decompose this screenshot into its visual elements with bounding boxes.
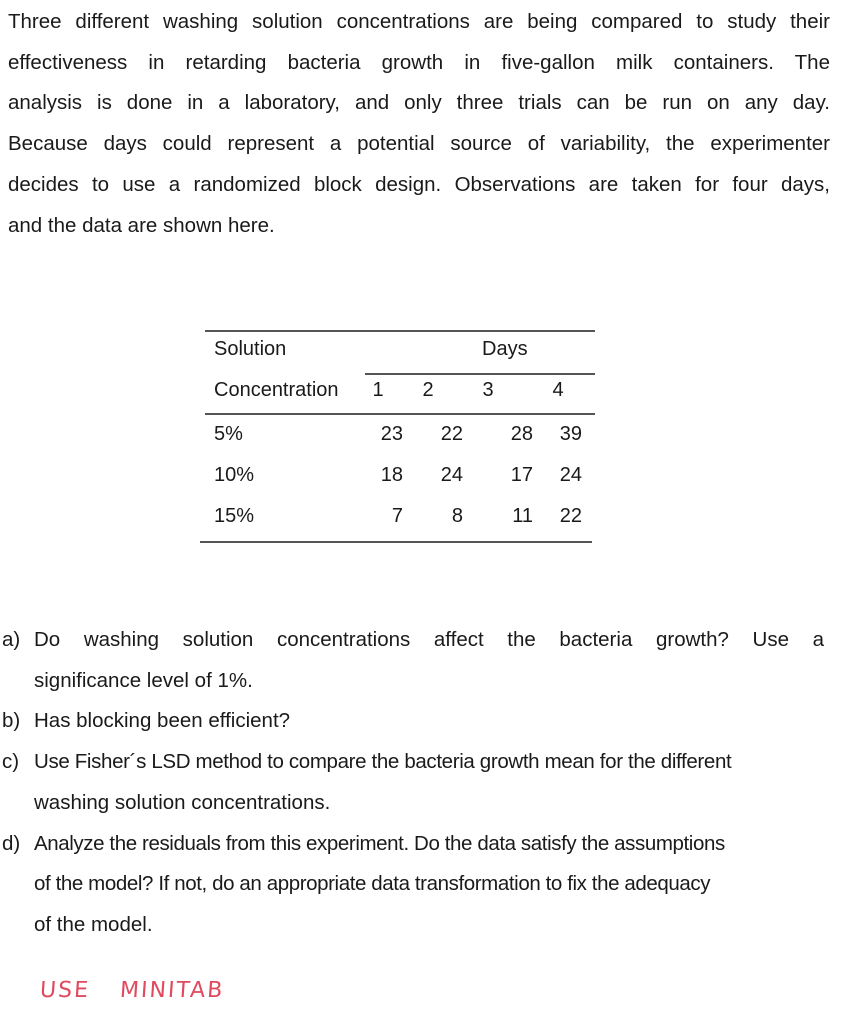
question-label: d) <box>2 831 21 855</box>
intro-line: analysis is done in a laboratory, and only three trials can be run on any day. <box>8 91 830 115</box>
row-concentration: 15% <box>214 505 255 527</box>
question-label: b) <box>2 709 21 733</box>
intro-line: Three different washing solution concentrations are being compared to study their <box>8 10 830 33</box>
header-days: Days <box>482 338 528 360</box>
intro-line: and the data are shown here. <box>8 213 275 237</box>
question-text: Do washing solution concentrations affect the bacteria growth? Use a <box>34 628 824 651</box>
table-cell: 22 <box>440 423 463 445</box>
question-a <box>0 620 830 661</box>
intro-line: Because days could represent a potential source of variability, the experimenter <box>8 132 830 156</box>
day-label: 3 <box>482 379 494 401</box>
row-concentration: 5% <box>214 423 243 445</box>
table-cell: 24 <box>559 464 582 486</box>
row-concentration: 10% <box>214 464 255 486</box>
table-cell: 39 <box>559 423 582 445</box>
question-b <box>0 701 830 742</box>
table-top-rule <box>205 330 595 332</box>
question-label: c) <box>2 750 20 774</box>
day-label: 4 <box>552 379 564 401</box>
data-table <box>200 327 595 545</box>
question-list <box>0 620 830 946</box>
intro-line: effectiveness in retarding bacteria growth in five-gallon milk containers. The <box>8 50 830 74</box>
problem-intro <box>8 2 830 246</box>
table-cell: 11 <box>512 505 533 527</box>
table-cell: 23 <box>380 423 403 445</box>
day-label: 2 <box>422 379 434 401</box>
table-cell: 18 <box>380 464 403 486</box>
table-cell: 24 <box>440 464 463 486</box>
question-text: Use Fisher´s LSD method to compare the bacteria growth mean for the different <box>34 750 732 774</box>
table-cell: 17 <box>510 464 533 486</box>
question-text: significance level of 1%. <box>34 668 253 692</box>
days-underline <box>365 373 595 375</box>
header-concentration: Concentration <box>214 379 339 401</box>
question-text: of the model? If not, do an appropriate data transformation to fix the adequacy <box>34 872 711 896</box>
note-word: MINITAB <box>119 978 226 1003</box>
intro-line: decides to use a randomized block design. Observations are taken for four days, <box>8 172 830 196</box>
day-label: 1 <box>372 379 384 401</box>
question-text: washing solution concentrations. <box>34 790 331 814</box>
question-c <box>0 742 830 783</box>
question-d <box>0 824 830 865</box>
header-solution: Solution <box>214 338 287 360</box>
question-text: Has blocking been efficient? <box>34 709 291 733</box>
question-text: of the model. <box>34 912 153 936</box>
table-bottom-rule <box>200 541 592 543</box>
table-cell: 7 <box>391 505 403 527</box>
handwritten-note <box>39 978 225 1003</box>
note-word: USE <box>39 978 91 1003</box>
table-cell: 22 <box>559 505 582 527</box>
header-rule <box>205 413 595 415</box>
question-label: a) <box>2 628 21 651</box>
table-cell: 8 <box>451 505 463 527</box>
table-cell: 28 <box>510 423 533 445</box>
question-text: Analyze the residuals from this experiment. Do the data satisfy the assumptions <box>34 831 725 855</box>
